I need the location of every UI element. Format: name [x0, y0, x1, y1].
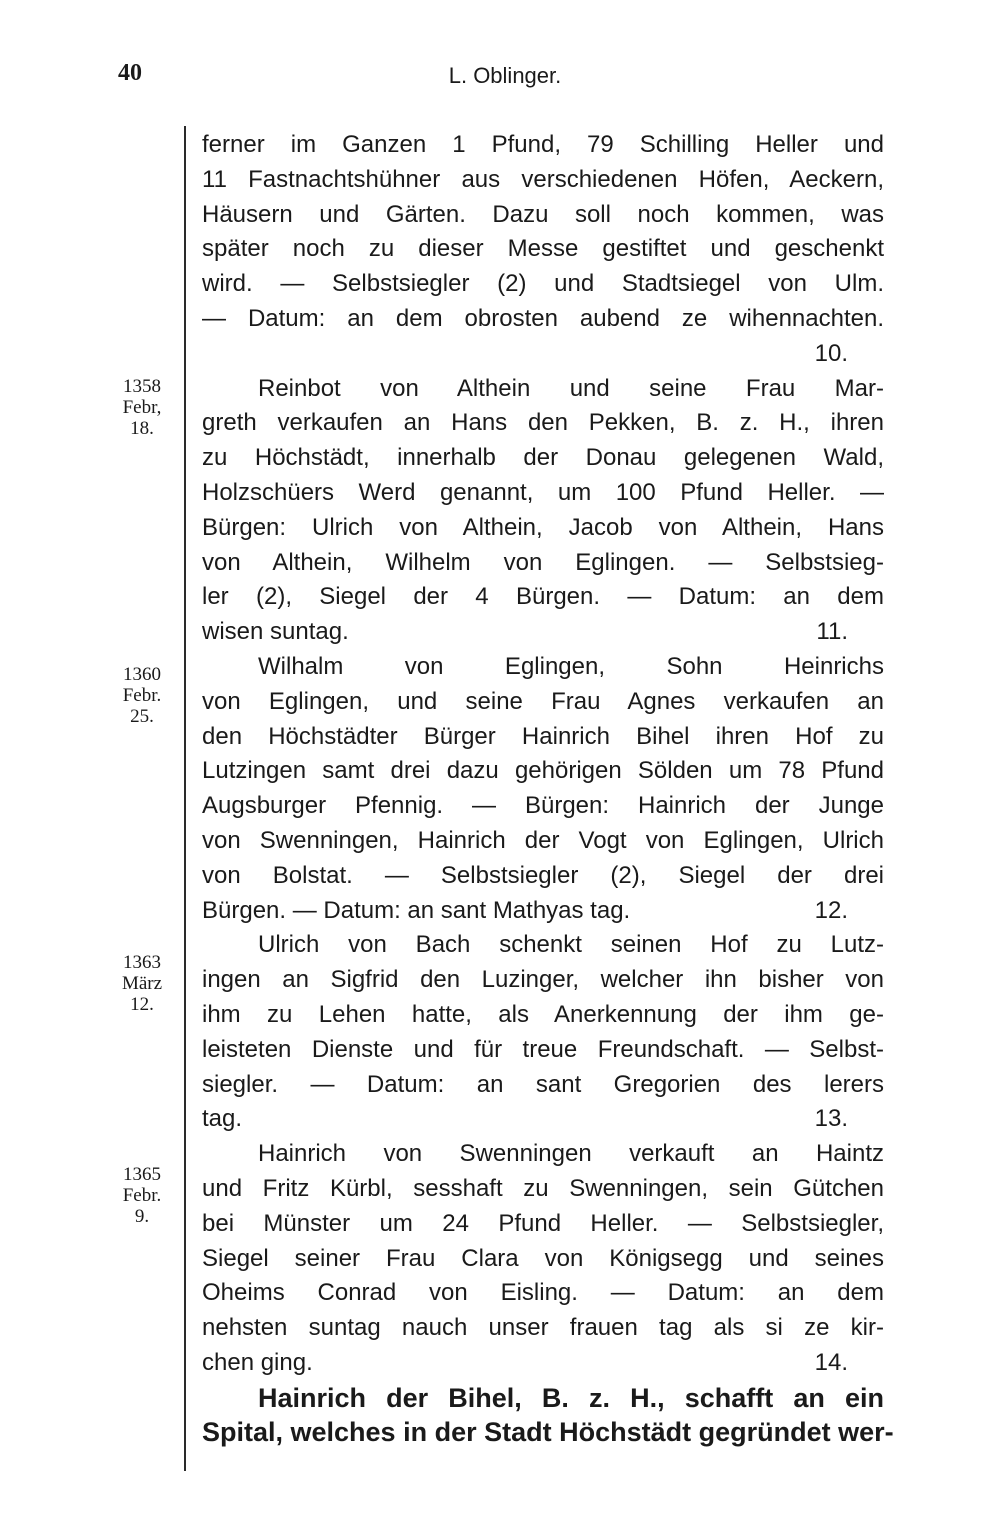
- margin-date-month: Febr.: [122, 1185, 162, 1206]
- entry-number: 14.: [814, 1348, 848, 1376]
- text-line: Hainrich von Swenningen verkauft an Haintz: [258, 1140, 884, 1168]
- text-line: Bürgen: Ulrich von Althein, Jacob von Althein, Hans: [202, 513, 884, 541]
- text-line: leisteten Dienste und für treue Freundschaft. — Selbst-: [202, 1035, 884, 1063]
- text-line: Spital, welches in der Stadt Höchstädt gegründet wer-: [202, 1417, 894, 1448]
- text-line: ingen an Sigfrid den Luzinger, welcher ihn bisher von: [202, 966, 884, 994]
- entry-number: 11.: [816, 618, 848, 646]
- text-line-with-number: [202, 1102, 884, 1137]
- margin-date-year: 1365: [123, 1164, 161, 1185]
- text-line: Häusern und Gärten. Dazu soll noch kommen, was: [202, 200, 884, 228]
- text-line-with-number: [202, 894, 884, 929]
- text-line: 11 Fastnachtshühner aus verschiedenen Höfen, Aeckern,: [202, 165, 884, 193]
- text-line: zu Höchstädt, innerhalb der Donau gelegenen Wald,: [202, 444, 884, 472]
- text-line: Augsburger Pfennig. — Bürgen: Hainrich der Junge: [202, 792, 884, 820]
- text-line: chen ging.: [202, 1348, 313, 1376]
- entry-number: 12.: [814, 896, 848, 924]
- text-line: Holzschüers Werd genannt, um 100 Pfund Heller. —: [202, 478, 884, 506]
- margin-date-1360: [108, 664, 176, 727]
- text-line: Ulrich von Bach schenkt seinen Hof zu Lutz-: [258, 931, 884, 959]
- text-line: greth verkaufen an Hans den Pekken, B. z. H., ihren: [202, 409, 884, 437]
- text-line: Hainrich der Bihel, B. z. H., schafft an ein: [258, 1382, 884, 1413]
- page-number: 40: [118, 60, 142, 86]
- running-title: L. Oblinger.: [448, 63, 562, 88]
- text-line: Siegel seiner Frau Clara von Königsegg und seines: [202, 1244, 884, 1272]
- margin-date-1365: [108, 1164, 176, 1227]
- margin-date-day: 12.: [130, 994, 154, 1015]
- text-line: von Bolstat. — Selbstsiegler (2), Siegel der drei: [202, 861, 884, 889]
- entry-number: 10.: [814, 339, 848, 367]
- text-line: wisen suntag.: [202, 618, 349, 646]
- text-line: — Datum: an dem obrosten aubend ze wihennachten.: [202, 304, 884, 332]
- text-line: und Fritz Kürbl, sesshaft zu Swenningen, sein Gütchen: [202, 1174, 884, 1202]
- margin-date-month: Febr,: [122, 397, 162, 418]
- text-line: siegler. — Datum: an sant Gregorien des lerers: [202, 1070, 884, 1098]
- text-line: Reinbot von Althein und seine Frau Mar-: [258, 374, 884, 402]
- margin-date-day: 18.: [130, 418, 154, 439]
- text-line: von Eglingen, und seine Frau Agnes verkaufen an: [202, 687, 884, 715]
- text-line-with-number: [202, 615, 884, 650]
- entry-number: 13.: [814, 1105, 848, 1133]
- text-line: Oheims Conrad von Eisling. — Datum: an dem: [202, 1279, 884, 1307]
- margin-date-1358: [108, 376, 176, 439]
- text-line: Wilhalm von Eglingen, Sohn Heinrichs: [258, 652, 884, 680]
- text-line: den Höchstädter Bürger Hainrich Bihel ihren Hof zu: [202, 722, 884, 750]
- margin-date-1363: [108, 952, 176, 1015]
- text-line: später noch zu dieser Messe gestiftet und geschenkt: [202, 235, 884, 263]
- margin-date-day: 25.: [130, 706, 154, 727]
- text-line: Lutzingen samt drei dazu gehörigen Sölden um 78 Pfund: [202, 757, 884, 785]
- margin-date-year: 1363: [123, 952, 161, 973]
- text-line: ferner im Ganzen 1 Pfund, 79 Schilling Heller und: [202, 131, 884, 158]
- text-line: von Althein, Wilhelm von Eglingen. — Selbstsieg-: [202, 548, 884, 576]
- document-body: [202, 128, 894, 1450]
- text-line: ihm zu Lehen hatte, als Anerkennung der ihm ge-: [202, 1000, 884, 1028]
- margin-date-day: 9.: [134, 1206, 150, 1227]
- margin-date-month: Febr.: [122, 685, 162, 706]
- margin-date-month: März: [121, 973, 163, 994]
- text-line: nehsten suntag nauch unser frauen tag als si ze kir-: [202, 1314, 884, 1342]
- text-line: tag.: [202, 1105, 243, 1133]
- margin-rule: [184, 126, 186, 1471]
- text-line: Bürgen. — Datum: an sant Mathyas tag.: [202, 896, 631, 924]
- text-line: bei Münster um 24 Pfund Heller. — Selbstsiegler,: [202, 1209, 884, 1237]
- text-line: wird. — Selbstsiegler (2) und Stadtsiegel von Ulm.: [202, 270, 884, 298]
- text-line: von Swenningen, Hainrich der Vogt von Eglingen, Ulrich: [202, 826, 884, 854]
- text-line: ler (2), Siegel der 4 Bürgen. — Datum: an dem: [202, 583, 884, 611]
- text-line-with-number: [202, 1346, 884, 1381]
- margin-date-year: 1360: [123, 664, 161, 685]
- margin-date-year: 1358: [123, 376, 161, 397]
